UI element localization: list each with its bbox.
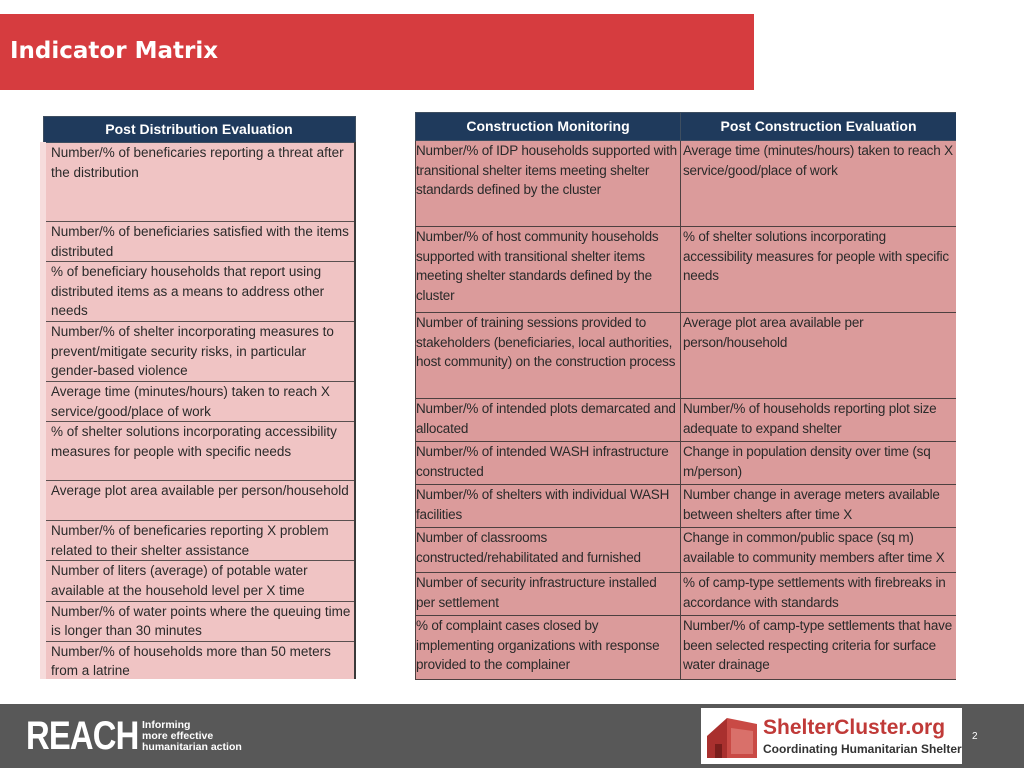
partner-tagline: Coordinating Humanitarian Shelter (763, 742, 962, 756)
table-header: Post Distribution Evaluation (43, 117, 355, 143)
table-cell: Number/% of IDP households supported with transitional shelter items meeting shelter standards defined by the cluster (416, 141, 681, 227)
construction-monitoring-table (415, 112, 956, 683)
table-cell: Number/% of intended WASH infrastructure constructed (416, 442, 681, 485)
table-cell: Number/% of intended plots demarcated and allocated (416, 399, 681, 442)
table-cell: Number/% of beneficiaries satisfied with the items distributed (43, 222, 355, 262)
table-cell: Number of training sessions provided to stakeholders (beneficiaries, local authorities, host community) on the construction process (416, 313, 681, 399)
page-number: 2 (972, 731, 978, 742)
table-cell: Number/% of households more than 50 meters from a latrine (43, 641, 355, 679)
table-header: Construction Monitoring (416, 113, 681, 141)
reach-tagline-line: humanitarian action (142, 741, 242, 753)
footer-bar (0, 704, 1024, 768)
page-title: Indicator Matrix (10, 38, 219, 64)
table-cell: Number/% of beneficaries reporting a threat after the distribution (43, 143, 355, 222)
reach-tagline (142, 720, 242, 753)
reach-tagline-line: more effective (142, 730, 214, 742)
table-cell: Number of classrooms constructed/rehabilitated and furnished (416, 528, 681, 573)
table-cell: % of camp-type settlements with firebreaks in accordance with standards (681, 573, 957, 616)
table-cell: Average plot area available per person/household (43, 481, 355, 521)
shelter-cluster-logo (701, 708, 962, 764)
table-cell: Number/% of water points where the queuing time is longer than 30 minutes (43, 601, 355, 641)
table-cell: % of complaint cases closed by implementing organizations with response provided to the complainer (416, 616, 681, 680)
table-cell: Number/% of host community households supported with transitional shelter items meeting shelter standards defined by the cluster (416, 227, 681, 313)
table-cell: Number/% of households reporting plot size adequate to expand shelter (681, 399, 957, 442)
table-cell: Change in population density over time (sq m/person) (681, 442, 957, 485)
table-cell: Number/% of beneficaries reporting X problem related to their shelter assistance (43, 521, 355, 561)
table-header: Post Construction Evaluation (681, 113, 957, 141)
table-cell: % of shelter solutions incorporating accessibility measures for people with specific needs (681, 227, 957, 313)
table-cell: Number/% of shelter incorporating measures to prevent/mitigate security risks, in particular gender-based violence (43, 322, 355, 382)
partner-name: ShelterCluster.org (763, 716, 946, 739)
table-cell: Average time (minutes/hours) taken to reach X service/good/place of work (43, 381, 355, 421)
title-bar (0, 14, 754, 90)
table-cell: Number of liters (average) of potable water available at the household level per X time (43, 561, 355, 601)
shelter-house-icon (705, 714, 759, 760)
table-cell: % of beneficiary households that report using distributed items as a means to address other needs (43, 262, 355, 322)
reach-tagline-line: Informing (142, 719, 191, 731)
table-cell: Number of security infrastructure installed per settlement (416, 573, 681, 616)
table-cell: Number change in average meters available between shelters after time X (681, 485, 957, 528)
table-cell: Average time (minutes/hours) taken to reach X service/good/place of work (681, 141, 957, 227)
post-distribution-table (40, 116, 356, 679)
table-cell: Average plot area available per person/household (681, 313, 957, 399)
table-cell: Number/% of shelters with individual WASH facilities (416, 485, 681, 528)
reach-logo: REACH (26, 714, 139, 758)
table-cell: Number/% of camp-type settlements that have been selected respecting criteria for surface water drainage (681, 616, 957, 680)
table-cell: % of shelter solutions incorporating accessibility measures for people with specific needs (43, 422, 355, 481)
table-cell: Change in common/public space (sq m) available to community members after time X (681, 528, 957, 573)
